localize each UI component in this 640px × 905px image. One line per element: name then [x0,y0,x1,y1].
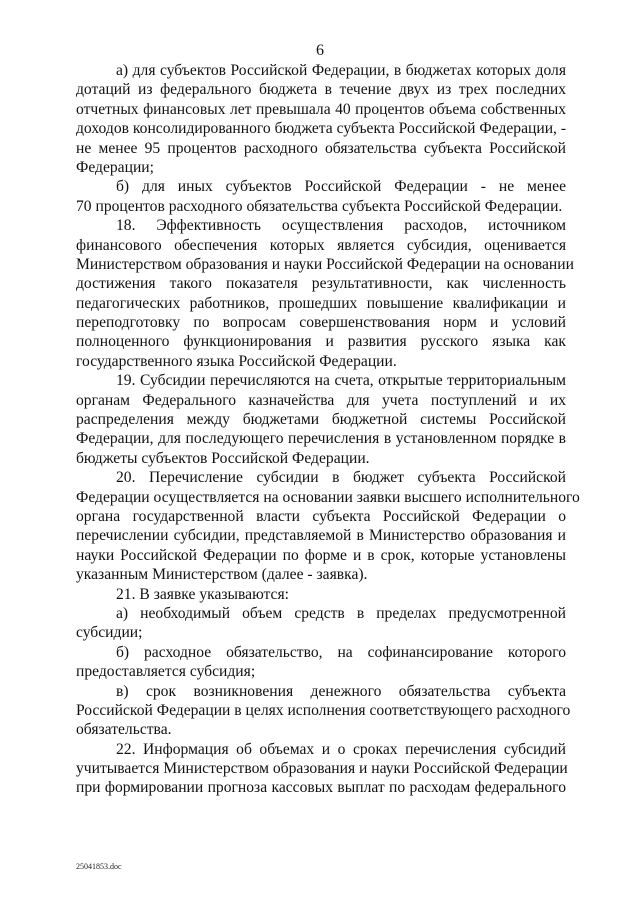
text-line: в) срок возникновения денежного обязательства субъекта [116,682,566,700]
text-line: органам Федерального казначейства для учета поступлений и их [76,391,566,409]
text-line: дотаций из федерального бюджета в течение двух из трех последних [76,81,566,99]
text-line: полноценного функционирования и развития русского языка как [76,333,566,351]
text-line: субсидии; [76,624,143,642]
text-line: государственного языка Российской Федерации. [76,352,397,370]
page-number: 6 [316,42,324,59]
text-line: не менее 95 процентов расходного обязательства субъекта Российской [76,139,566,157]
text-line: учитывается Министерством образования и науки Российской Федерации [76,760,568,778]
text-line: достижения такого показателя результативности, как численность [76,275,566,293]
text-line: 19. Субсидии перечисляются на счета, открытые территориальным [116,372,566,390]
text-line: органа государственной власти субъекта Российской Федерации о [76,507,566,525]
text-line: б) для иных субъектов Российской Федерации - не менее [116,178,566,196]
text-line: указанным Министерством (далее - заявка). [76,566,368,584]
text-line: предоставляется субсидия; [76,663,256,681]
text-line: 18. Эффективность осуществления расходов, источником [116,217,566,235]
text-line: Министерством образования и науки Российской Федерации на основании [76,255,574,273]
text-line: бюджеты субъектов Российской Федерации. [76,449,370,467]
text-line: Федерации осуществляется на основании заявки высшего исполнительного [76,488,580,506]
text-line: 22. Информация об объемах и о сроках перечисления субсидий [116,740,566,758]
text-line: 70 процентов расходного обязательства субъекта Российской Федерации. [76,197,563,215]
text-line: обязательства. [76,721,172,739]
text-line: Российской Федерации в целях исполнения соответствующего расходного [76,701,571,719]
text-line: доходов консолидированного бюджета субъекта Российской Федерации, - [76,120,567,138]
text-line: при формировании прогноза кассовых выплат по расходам федерального [76,779,566,797]
text-line: науки Российской Федерации по форме и в срок, которые установлены [76,546,566,564]
text-line: отчетных финансовых лет превышала 40 процентов объема собственных [76,100,566,118]
text-line: 20. Перечисление субсидии в бюджет субъекта Российской [116,469,566,487]
document-body [76,61,580,798]
text-line: 21. В заявке указываются: [116,585,289,603]
text-line: Федерации; [76,158,154,176]
text-line: распределения между бюджетами бюджетной системы Российской [76,411,566,429]
text-line: переподготовку по вопросам совершенствования норм и условий [76,314,566,332]
text-line: финансового обеспечения которых является субсидия, оценивается [76,236,566,254]
text-line: а) необходимый объем средств в пределах предусмотренной [116,604,566,622]
file-name-footer: 25041853.doc [76,862,122,871]
text-line: педагогических работников, прошедших повышение квалификации и [76,294,566,312]
text-line: а) для субъектов Российской Федерации, в бюджетах которых доля [116,62,566,79]
text-line: б) расходное обязательство, на софинансирование которого [116,643,566,661]
text-line: перечислении субсидии, представляемой в Министерство образования и [76,527,566,545]
text-line: Федерации, для последующего перечисления в установленном порядке в [76,430,566,448]
